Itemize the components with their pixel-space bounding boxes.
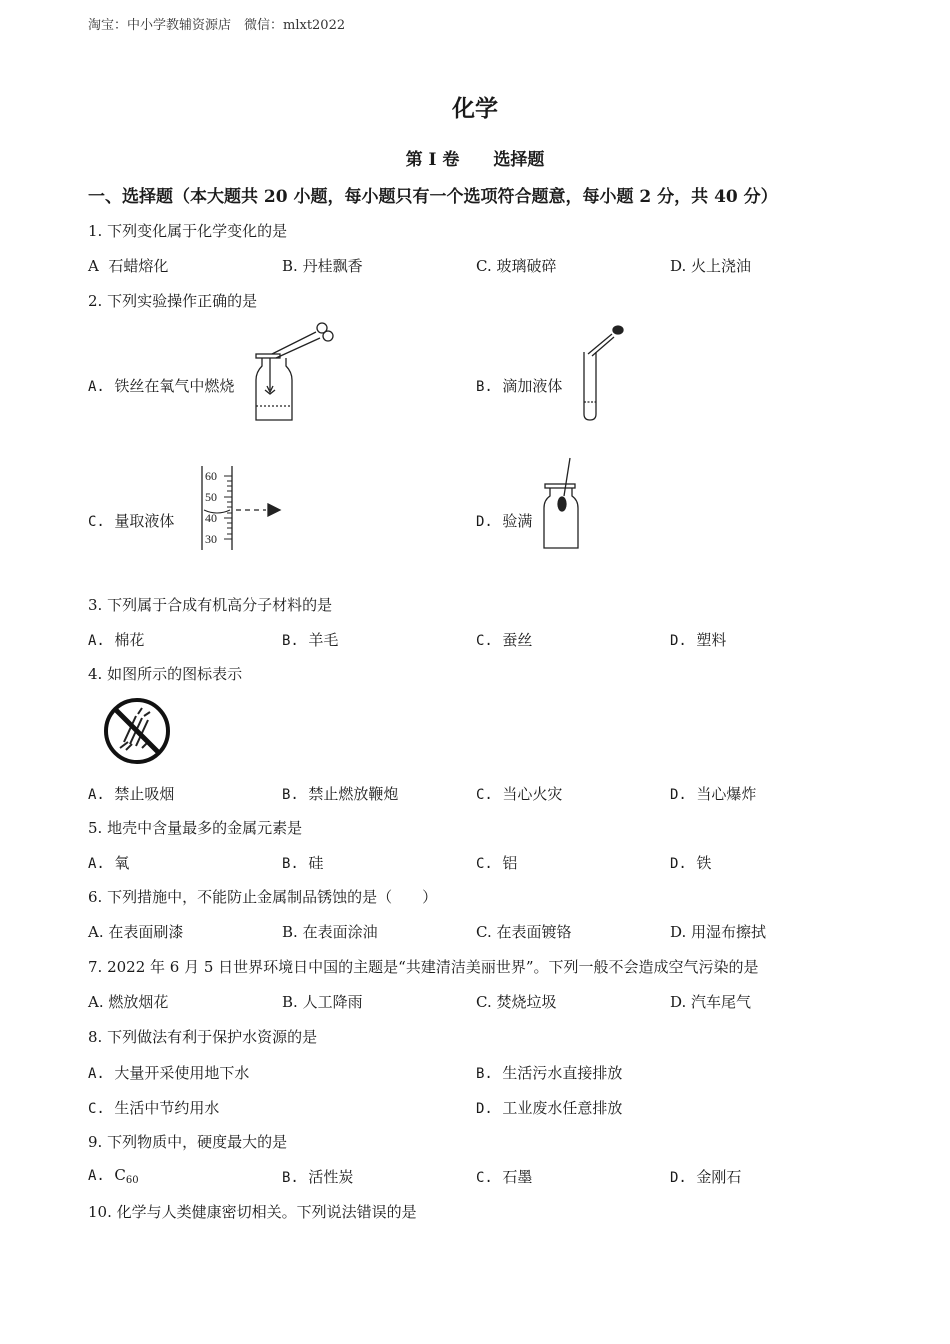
question-9-option-d[interactable]: D. 金刚石 [670, 1168, 742, 1186]
question-1-option-d[interactable]: D. 火上浇油 [670, 257, 752, 275]
header-note: 淘宝：中小学教辅资源店 微信：mlxt2022 [88, 18, 346, 33]
question-8-option-b[interactable]: B. 生活污水直接排放 [476, 1064, 623, 1082]
question-6-option-a[interactable]: A. 在表面刷漆 [88, 923, 184, 941]
dropper-test-tube-figure [578, 320, 628, 424]
question-7-option-d[interactable]: D. 汽车尾气 [670, 993, 752, 1011]
question-2-option-a[interactable]: A. 铁丝在氧气中燃烧 [88, 377, 235, 395]
question-2-option-b[interactable]: B. 滴加液体 [476, 377, 563, 395]
question-7-option-b[interactable]: B. 人工降雨 [282, 993, 363, 1011]
question-1-stem: 1. 下列变化属于化学变化的是 [88, 222, 288, 240]
question-9-option-a[interactable]: A. $C_{60}$ [88, 1166, 139, 1186]
question-2-stem: 2. 下列实验操作正确的是 [88, 292, 258, 310]
cylinder-tick-40: 40 [205, 511, 217, 525]
question-7-option-a[interactable]: A. 燃放烟花 [88, 993, 169, 1011]
question-5-option-c[interactable]: C. 铝 [476, 854, 518, 872]
cylinder-tick-50: 50 [205, 490, 217, 504]
c60-subscript: 60 [125, 1175, 139, 1186]
question-4-option-c[interactable]: C. 当心火灾 [476, 785, 563, 803]
question-6-option-d[interactable]: D. 用湿布擦拭 [670, 923, 767, 941]
question-5-option-b[interactable]: B. 硅 [282, 854, 324, 872]
question-1-option-b[interactable]: B. 丹桂飘香 [282, 257, 363, 275]
question-7-stem: 7. 2022 年 6 月 5 日世界环境日中国的主题是“共建清洁美丽世界”。下列一般不会造成空气污染的是 [88, 958, 759, 976]
question-9-option-c[interactable]: C. 石墨 [476, 1168, 533, 1186]
question-8-option-c[interactable]: C. 生活中节约用水 [88, 1099, 220, 1117]
question-3-option-d[interactable]: D. 塑料 [670, 631, 727, 649]
graduated-cylinder-figure [196, 462, 286, 552]
question-8-option-d[interactable]: D. 工业废水任意排放 [476, 1099, 623, 1117]
part-name: 选择题 [493, 150, 545, 170]
cylinder-tick-30: 30 [205, 532, 217, 546]
question-5-stem: 5. 地壳中含量最多的金属元素是 [88, 819, 303, 837]
part-label: 第 I 卷 [405, 150, 460, 170]
question-1-option-c[interactable]: C. 玻璃破碎 [476, 257, 557, 275]
part-heading [0, 145, 950, 170]
question-10-stem: 10. 化学与人类健康密切相关。下列说法错误的是 [88, 1203, 417, 1221]
question-2-option-c[interactable]: C. 量取液体 [88, 512, 175, 530]
question-5-option-a[interactable]: A. 氧 [88, 854, 130, 872]
question-4-option-b[interactable]: B. 禁止燃放鞭炮 [282, 785, 399, 803]
question-7-option-c[interactable]: C. 焚烧垃圾 [476, 993, 557, 1011]
gas-bottle-full-test-figure [540, 456, 590, 552]
question-6-stem: 6. 下列措施中，不能防止金属制品锈蚀的是（ ） [88, 888, 438, 906]
question-8-option-a[interactable]: A. 大量开采使用地下水 [88, 1064, 250, 1082]
question-6-option-c[interactable]: C. 在表面镀铬 [476, 923, 572, 941]
question-1-option-a[interactable]: A 石蜡熔化 [88, 257, 169, 275]
question-3-option-b[interactable]: B. 羊毛 [282, 631, 339, 649]
question-2-option-d[interactable]: D. 验满 [476, 512, 533, 530]
question-4-option-a[interactable]: A. 禁止吸烟 [88, 785, 175, 803]
section-heading: 一、选择题（本大题共 20 小题，每小题只有一个选项符合题意，每小题 2 分，共 40 分） [88, 187, 778, 207]
question-3-option-a[interactable]: A. 棉花 [88, 631, 145, 649]
question-6-option-b[interactable]: B. 在表面涂油 [282, 923, 378, 941]
no-firecrackers-sign-icon [102, 696, 172, 766]
question-3-stem: 3. 下列属于合成有机高分子材料的是 [88, 596, 333, 614]
question-4-option-d[interactable]: D. 当心爆炸 [670, 785, 757, 803]
cylinder-tick-60: 60 [205, 469, 217, 483]
iron-burning-in-oxygen-figure [252, 318, 342, 426]
question-4-stem: 4. 如图所示的图标表示 [88, 665, 243, 683]
question-9-option-b[interactable]: B. 活性炭 [282, 1168, 354, 1186]
question-5-option-d[interactable]: D. 铁 [670, 854, 712, 872]
question-9-stem: 9. 下列物质中，硬度最大的是 [88, 1133, 288, 1151]
question-8-stem: 8. 下列做法有利于保护水资源的是 [88, 1028, 318, 1046]
page-title: 化学 [452, 95, 498, 122]
question-3-option-c[interactable]: C. 蚕丝 [476, 631, 533, 649]
